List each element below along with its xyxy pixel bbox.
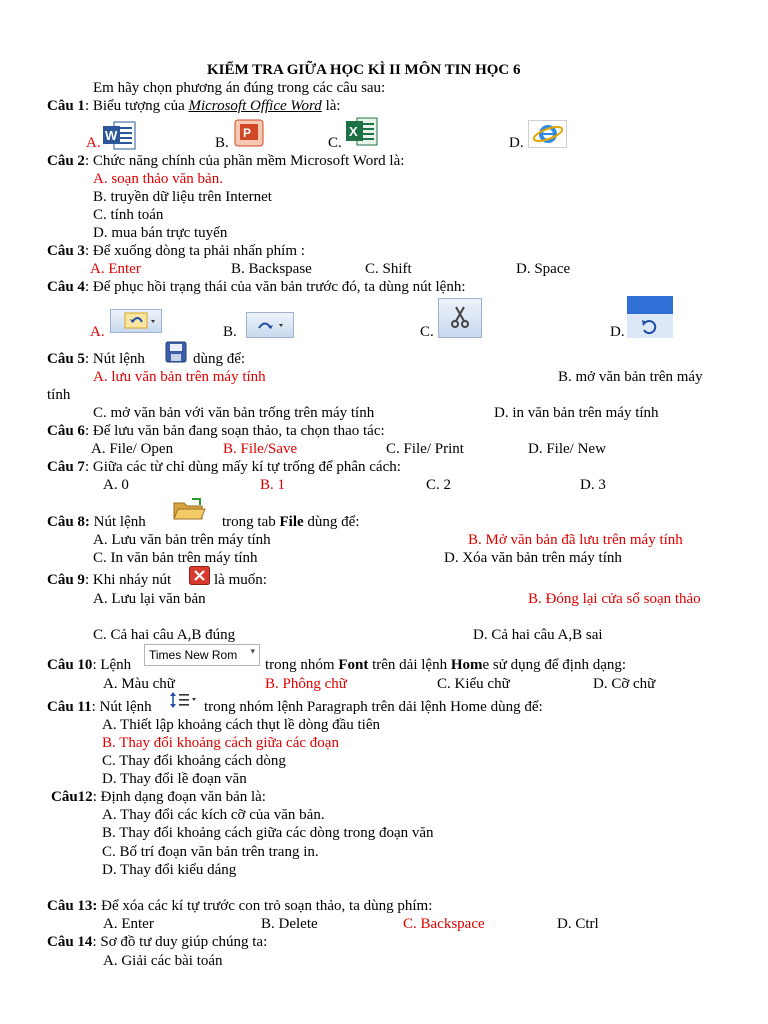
q5-option-d: D. in văn bản trên máy tính: [494, 405, 659, 421]
quick-access-undo-image: [627, 296, 673, 338]
intro-text: Em hãy chọn phương án đúng trong các câu sau:: [93, 80, 386, 96]
q9-text-b: là muốn:: [214, 572, 267, 588]
powerpoint-icon: [233, 118, 265, 148]
question-14: [47, 933, 267, 951]
question-9-line-a: [47, 571, 171, 589]
q13-option-b: B. Delete: [261, 916, 318, 932]
q8-text-b: trong tab: [222, 514, 280, 530]
q11-text-b: trong nhóm lệnh Paragraph trên dải lệnh Home dùng để:: [204, 699, 543, 715]
svg-text:P: P: [243, 126, 252, 140]
font-name-box-image: [144, 644, 260, 666]
question-10-line-b: [265, 656, 626, 674]
q12-text: : Định dạng đoạn văn bản là:: [92, 789, 266, 805]
q6-option-a: A. File/ Open: [91, 441, 174, 457]
q1-option-b: B.: [215, 135, 229, 151]
chevron-down-icon: ▾: [250, 647, 255, 657]
question-8-line-a: [47, 513, 146, 531]
font-name-box-text: Times New Rom: [149, 648, 238, 662]
q8-option-a: A. Lưu văn bản trên máy tính: [93, 532, 271, 548]
q7-text: : Giữa các từ chỉ dùng mấy kí tự trống để phân cách:: [84, 459, 401, 475]
q4-option-c: C.: [420, 324, 434, 340]
question-2: [47, 152, 404, 170]
q5-option-b-continued: tính: [47, 387, 71, 403]
word-icon: [102, 120, 136, 150]
q14-label: Câu 14: [47, 934, 93, 950]
q10-option-d: D. Cỡ chữ: [593, 676, 656, 692]
q4-label: Câu 4: [47, 279, 85, 295]
page-title: KIỂM TRA GIỮA HỌC KÌ II MÔN TIN HỌC 6: [207, 62, 521, 78]
q4-option-a: A.: [90, 324, 105, 340]
q7-option-b: B. 1: [260, 477, 286, 493]
q7-option-c: C. 2: [426, 477, 452, 493]
q14-option-a: A. Giải các bài toán: [103, 953, 223, 969]
q7-label: Câu 7: [47, 459, 85, 475]
q10-bold-2: Hom: [450, 657, 483, 673]
q10-bold-1: Font: [338, 657, 369, 673]
question-4: [47, 278, 465, 296]
q10-text-d: e sử dụng để định dạng:: [482, 657, 627, 673]
question-11-line-a: [47, 698, 152, 716]
q10-text-c: trên dải lệnh: [368, 657, 451, 673]
save-icon: [164, 341, 190, 365]
q10-option-a: A. Màu chữ: [103, 676, 175, 692]
q2-option-c: C. tính toán: [93, 207, 164, 223]
q1-text-a: : Biểu tượng của: [84, 98, 189, 114]
q8-option-c: C. In văn bản trên máy tính: [93, 550, 258, 566]
q11-option-c: C. Thay đổi khoảng cách dòng: [102, 753, 286, 769]
q8-text-a: Nút lệnh: [89, 514, 146, 530]
q4-option-b: B.: [223, 324, 237, 340]
svg-text:X: X: [349, 124, 358, 139]
q9-option-d: D. Cả hai câu A,B sai: [473, 627, 603, 643]
q2-option-b: B. truyền dữ liệu trên Internet: [93, 189, 272, 205]
q6-label: Câu 6: [47, 423, 85, 439]
q9-option-b: B. Đóng lại cửa sổ soạn thảo: [528, 591, 701, 607]
q3-option-c: C. Shift: [365, 261, 412, 277]
q12-option-c: C. Bố trí đoạn văn bản trên trang in.: [102, 844, 319, 860]
q1-option-a: A.: [86, 135, 101, 151]
question-1: [47, 97, 341, 115]
q1-text-b: là:: [321, 98, 341, 114]
q11-label: Câu 11: [47, 699, 92, 715]
q12-option-a: A. Thay đổi các kích cỡ của văn bản.: [102, 807, 325, 823]
q5-label: Câu 5: [47, 351, 85, 367]
q13-option-c: C. Backspace: [403, 916, 485, 932]
q12-label: Câu12: [51, 789, 93, 805]
q2-option-d: D. mua bán trực tuyến: [93, 225, 228, 241]
q5-text-a: : Nút lệnh: [84, 351, 145, 367]
q10-text-a: : Lệnh: [92, 657, 132, 673]
q1-option-d: D.: [509, 135, 524, 151]
q7-option-d: D. 3: [580, 477, 606, 493]
question-3: [47, 242, 305, 260]
q3-option-d: D. Space: [516, 261, 571, 277]
undo-button-image: [110, 309, 162, 333]
q6-option-d: D. File/ New: [528, 441, 606, 457]
q9-text-a: : Khi nháy nút: [84, 572, 172, 588]
q3-text: : Để xuống dòng ta phải nhấn phím :: [84, 243, 305, 259]
q3-option-b: B. Backspase: [231, 261, 312, 277]
q6-option-b: B. File/Save: [223, 441, 298, 457]
q12-option-d: D. Thay đổi kiểu dáng: [102, 862, 237, 878]
q8-option-b: B. Mở văn bản đã lưu trên máy tính: [468, 532, 683, 548]
q6-option-c: C. File/ Print: [386, 441, 464, 457]
q8-label: Câu 8:: [47, 514, 90, 530]
q13-label: Câu 13:: [47, 898, 98, 914]
question-13: [47, 897, 432, 915]
q13-text: Để xóa các kí tự trước con trỏ soạn thảo, ta dùng phím:: [97, 898, 433, 914]
q11-option-a: A. Thiết lập khoảng cách thụt lề dòng đầu tiên: [102, 717, 380, 733]
q5-option-b: B. mở văn bản trên máy: [558, 369, 703, 385]
q10-option-c: C. Kiểu chữ: [437, 676, 510, 692]
cut-button-image: [438, 298, 482, 338]
question-8-line-b: [222, 513, 359, 531]
question-7: [47, 458, 401, 476]
q12-option-b: B. Thay đổi khoảng cách giữa các dòng trong đoạn văn: [102, 825, 434, 841]
q5-option-a: A. lưu văn bản trên máy tính: [93, 369, 266, 385]
question-5-line-a: [47, 350, 145, 368]
q5-option-c: C. mở văn bản với văn bản trống trên máy tính: [93, 405, 375, 421]
question-12: [51, 788, 266, 806]
q11-option-d: D. Thay đổi lề đoạn văn: [102, 771, 247, 787]
q9-label: Câu 9: [47, 572, 85, 588]
q14-text: : Sơ đồ tư duy giúp chúng ta:: [92, 934, 268, 950]
q11-text-a: : Nút lệnh: [91, 699, 152, 715]
q10-text-b: trong nhóm: [265, 657, 339, 673]
excel-icon: [345, 116, 378, 147]
open-folder-icon: [172, 497, 206, 521]
close-icon: [189, 566, 210, 585]
question-10-line-a: [47, 656, 131, 674]
internet-explorer-icon: [528, 120, 568, 148]
question-6: [47, 422, 385, 440]
q8-option-d: D. Xóa văn bản trên máy tính: [444, 550, 622, 566]
q1-label: Câu 1: [47, 98, 85, 114]
q2-option-a: A. soạn thảo văn bản.: [93, 171, 223, 187]
svg-text:W: W: [105, 128, 118, 143]
q10-label: Câu 10: [47, 657, 93, 673]
q5-text-b: dùng để:: [193, 351, 246, 367]
q2-label: Câu 2: [47, 153, 85, 169]
q4-option-d: D.: [610, 324, 625, 340]
q9-option-a: A. Lưu lại văn bản: [93, 591, 206, 607]
q3-option-a: A. Enter: [90, 261, 141, 277]
q8-text-bold: File: [279, 514, 304, 530]
q4-text: : Để phục hồi trạng thái của văn bản trước đó, ta dùng nút lệnh:: [84, 279, 466, 295]
line-spacing-icon: [169, 690, 199, 712]
q11-option-b: B. Thay đổi khoảng cách giữa các đoạn: [102, 735, 339, 751]
q8-text-c: dùng để:: [303, 514, 360, 530]
q2-text: : Chức năng chính của phần mềm Microsoft Word là:: [84, 153, 405, 169]
q10-option-b: B. Phông chữ: [265, 676, 347, 692]
q3-label: Câu 3: [47, 243, 85, 259]
q1-option-c: C.: [328, 135, 342, 151]
q1-text-em: Microsoft Office Word: [188, 98, 322, 114]
q7-option-a: A. 0: [103, 477, 129, 493]
redo-button-image: [246, 312, 294, 338]
q13-option-d: D. Ctrl: [557, 916, 599, 932]
q9-option-c: C. Cả hai câu A,B đúng: [93, 627, 236, 643]
q13-option-a: A. Enter: [103, 916, 154, 932]
q6-text: : Để lưu văn bản đang soạn thảo, ta chọn thao tác:: [84, 423, 385, 439]
